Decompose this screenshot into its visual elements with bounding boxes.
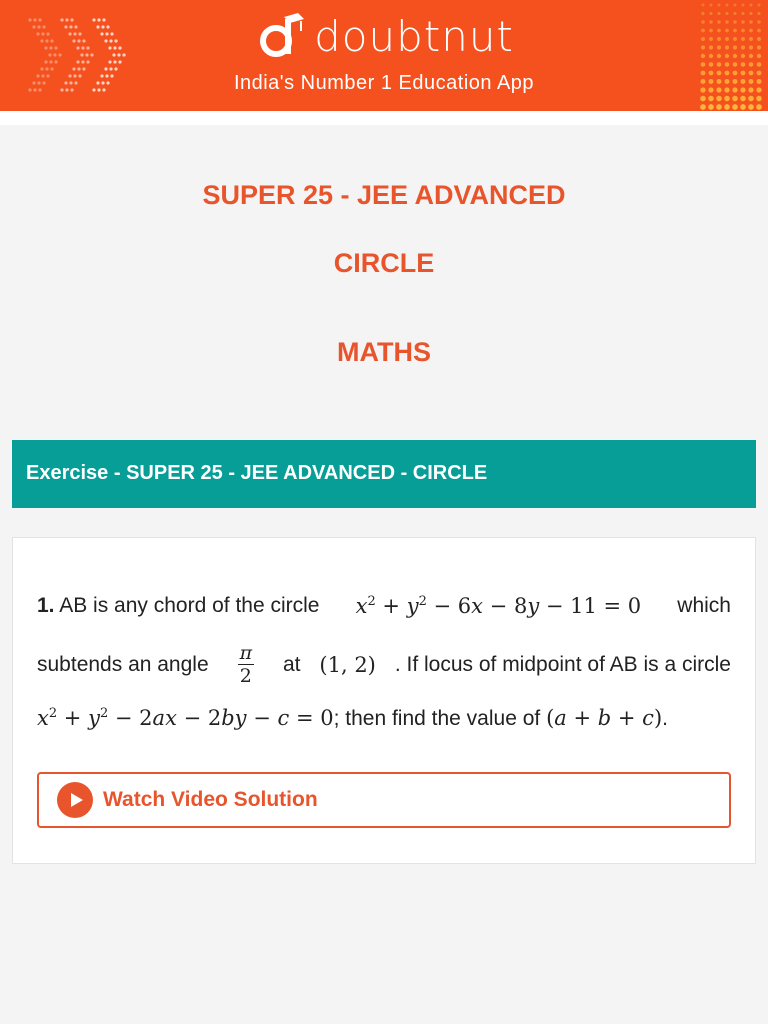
question-text: ; then find the value of <box>333 707 541 730</box>
exercise-heading: Exercise - SUPER 25 - JEE ADVANCED - CIRCLE <box>12 440 756 508</box>
question-text: at <box>282 652 301 676</box>
question-line-3 <box>37 706 731 731</box>
question-text: . <box>662 707 668 730</box>
angle-fraction: $\frac{\pi}{2}$ <box>239 642 253 687</box>
header-divider <box>0 111 768 125</box>
circle-equation: $x^2 + y^2 - 6x - 8y - 11 = 0$ <box>355 594 642 618</box>
locus-equation: $x^2 + y^2 - 2ax - 2by - c = 0$ <box>37 706 334 730</box>
tagline: India's Number 1 Education App <box>233 72 535 94</box>
doubtnut-logo-icon <box>254 13 308 61</box>
question-text: which <box>677 594 731 617</box>
subject-title: MATHS <box>337 337 431 367</box>
question-text: AB is any chord of the circle <box>59 594 320 617</box>
brand-logo[interactable] <box>0 12 768 66</box>
question-line-1 <box>37 594 731 618</box>
point: (1, 2) <box>319 652 376 677</box>
sum-expression: (a + b + c) <box>546 706 663 730</box>
app-header <box>0 0 768 111</box>
watch-video-label: Watch Video Solution <box>103 788 318 811</box>
question-text: . If locus of midpoint of AB is a circle <box>394 652 731 676</box>
brand-name: doubtnut <box>314 12 514 61</box>
question-card <box>12 537 756 864</box>
question-line-2 <box>37 642 731 687</box>
play-circle-icon <box>57 782 93 818</box>
question-text: subtends an angle <box>37 652 209 676</box>
book-title: SUPER 25 - JEE ADVANCED <box>202 180 566 210</box>
question-number: 1. <box>37 594 55 617</box>
watch-video-button[interactable] <box>37 772 731 828</box>
chapter-title: CIRCLE <box>333 248 435 278</box>
